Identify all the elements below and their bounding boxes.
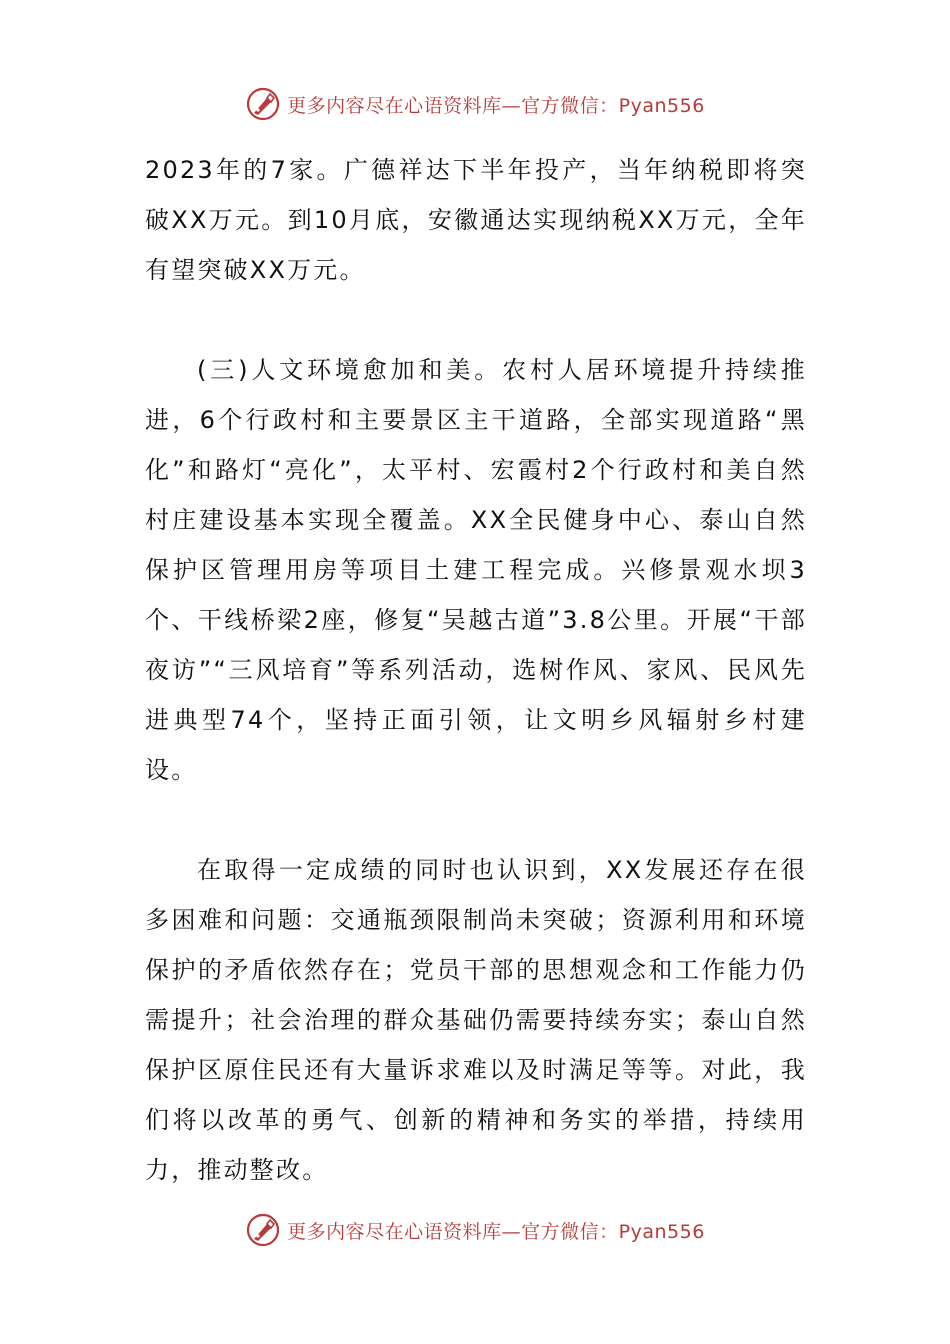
pen-nib-logo-icon (245, 1212, 281, 1248)
banner-text: 更多内容尽在心语资料库—官方微信：Pyan556 (287, 1220, 705, 1243)
wechat-handle: Pyan556 (618, 94, 705, 117)
pen-nib-logo-icon (245, 86, 281, 122)
paragraph-spacer (145, 295, 807, 345)
paragraph-continuation: 2023年的7家。广德祥达下半年投产，当年纳税即将突破XX万元。到10月底，安徽通达实现纳税XX万元，全年有望突破XX万元。 (145, 156, 807, 284)
wechat-handle: Pyan556 (618, 1220, 705, 1243)
document-body (145, 145, 807, 1195)
paragraph-problems: 在取得一定成绩的同时也认识到，XX发展还存在很多困难和问题：交通瓶颈限制尚未突破；资源利用和环境保护的矛盾依然存在；党员干部的思想观念和工作能力仍需提升；社会治理的群众基础仍需要持续夯实；泰山自然保护区原住民还有大量诉求难以及时满足等等。对此，我们将以改革的勇气、创新的精神和务实的举措，持续用力，推动整改。 (145, 856, 807, 1184)
footer-banner (0, 1208, 950, 1252)
banner-text: 更多内容尽在心语资料库—官方微信：Pyan556 (287, 94, 705, 117)
paragraph-spacer (145, 795, 807, 845)
header-banner (0, 82, 950, 126)
paragraph-cultural-environment: (三)人文环境愈加和美。农村人居环境提升持续推进，6个行政村和主要景区主干道路，全部实现道路“黑化”和路灯“亮化”，太平村、宏霞村2个行政村和美自然村庄建设基本实现全覆盖。XX全民健身中心、泰山自然保护区管理用房等项目土建工程完成。兴修景观水坝3个、干线桥梁2座，修复“吴越古道”3.8公里。开展“干部夜访”“三风培育”等系列活动，选树作风、家风、民风先进典型74个，坚持正面引领，让文明乡风辐射乡村建设。 (145, 356, 807, 784)
